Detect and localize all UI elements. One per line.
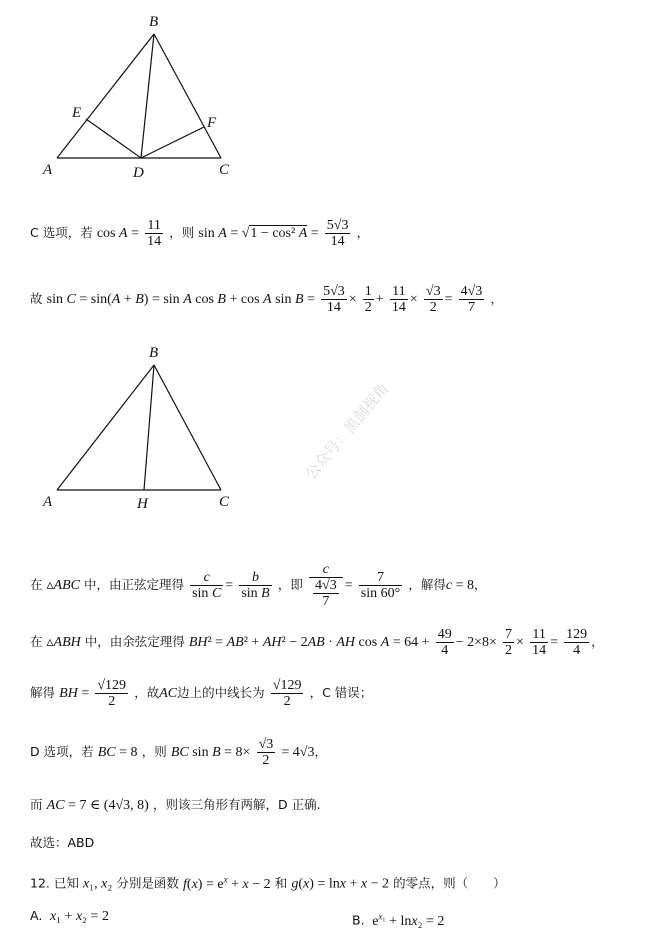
label-H2: H [137, 496, 148, 512]
segment-DF [141, 127, 204, 158]
label-C1: C [219, 162, 230, 178]
line-sin-c: 故 sin C = sin(A + B) = sin A cos B + cos A sin B = $\frac{5√3}{14}$ × $\frac{1}{2}$ + $\frac{11}{14}$ × $\frac{√3}{2}$ = $\frac{4√3}{7}$ ， [30, 284, 503, 315]
label-D1: D [133, 165, 144, 181]
line-answer: 故选：ABD [30, 835, 95, 850]
line-two-solutions: 而 AC = 7 ∈ (4√3, 8) ，则该三角形有两解，D 正确. [30, 797, 321, 813]
segment-BC-2 [154, 365, 221, 490]
segment-AB [57, 34, 154, 158]
segment-DE [86, 119, 141, 158]
segment-BD [141, 34, 154, 158]
option-b[interactable]: B. $e^{x_1} + \ln x_2 = 2$ [352, 911, 445, 929]
line-option-c-cos: C 选项，若 cos A = $\frac{11}{14}$ ，则 sin A = √1 − cos² A = $\frac{5√3}{14}$ ， [30, 218, 370, 249]
label-B1: B [149, 14, 159, 30]
question-12: 12. 已知 x₁, x₂ 分别是函数 $f(x) = e^x + x - 2$ 和 g(x) = lnx + x − 2 的零点，则（ ） [30, 874, 506, 892]
segment-AB-2 [57, 365, 154, 490]
label-B2: B [149, 345, 159, 361]
segment-BH-2 [144, 365, 154, 490]
line-median-length: 解得 BH = $\frac{√129}{2}$ ，故AC边上的中线长为 $\frac{√129}{2}$ ，C 错误； [30, 678, 373, 709]
line-cosine-law: 在 ▵ABH 中，由余弦定理得 BH² = AB² + AH² − 2AB · AH cos A = 64 + $\frac{49}{4}$ − 2×8× $\frac{7}{2}$ × $\frac{11}{14}$ = $\frac{129}{4}$ ， [30, 627, 604, 658]
label-F1: F [207, 115, 217, 131]
line-option-d: D 选项，若 BC = 8 ，则 BC sin B = 8× $\frac{√3}{2}$ = 4√3， [30, 737, 328, 768]
label-E1: E [72, 105, 82, 121]
label-A1: A [43, 162, 53, 178]
watermark: 公众号：黑洞视角 [301, 379, 393, 483]
line-sine-law: 在 ▵ABC 中，由正弦定理得 $\frac{c}{\text{sin C}}$ = $\frac{b}{\text{sin B}}$ ，即 $\frac{c}{\frac{4√3}{7}}$ = $\frac{7}{\sin 60^\circ}$ ，解得c = 8， [30, 562, 487, 609]
segment-BC [154, 34, 221, 158]
label-C2: C [219, 494, 230, 510]
option-a[interactable]: A. x₁ + x₂ = 2 [30, 908, 109, 924]
label-A2: A [43, 494, 53, 510]
